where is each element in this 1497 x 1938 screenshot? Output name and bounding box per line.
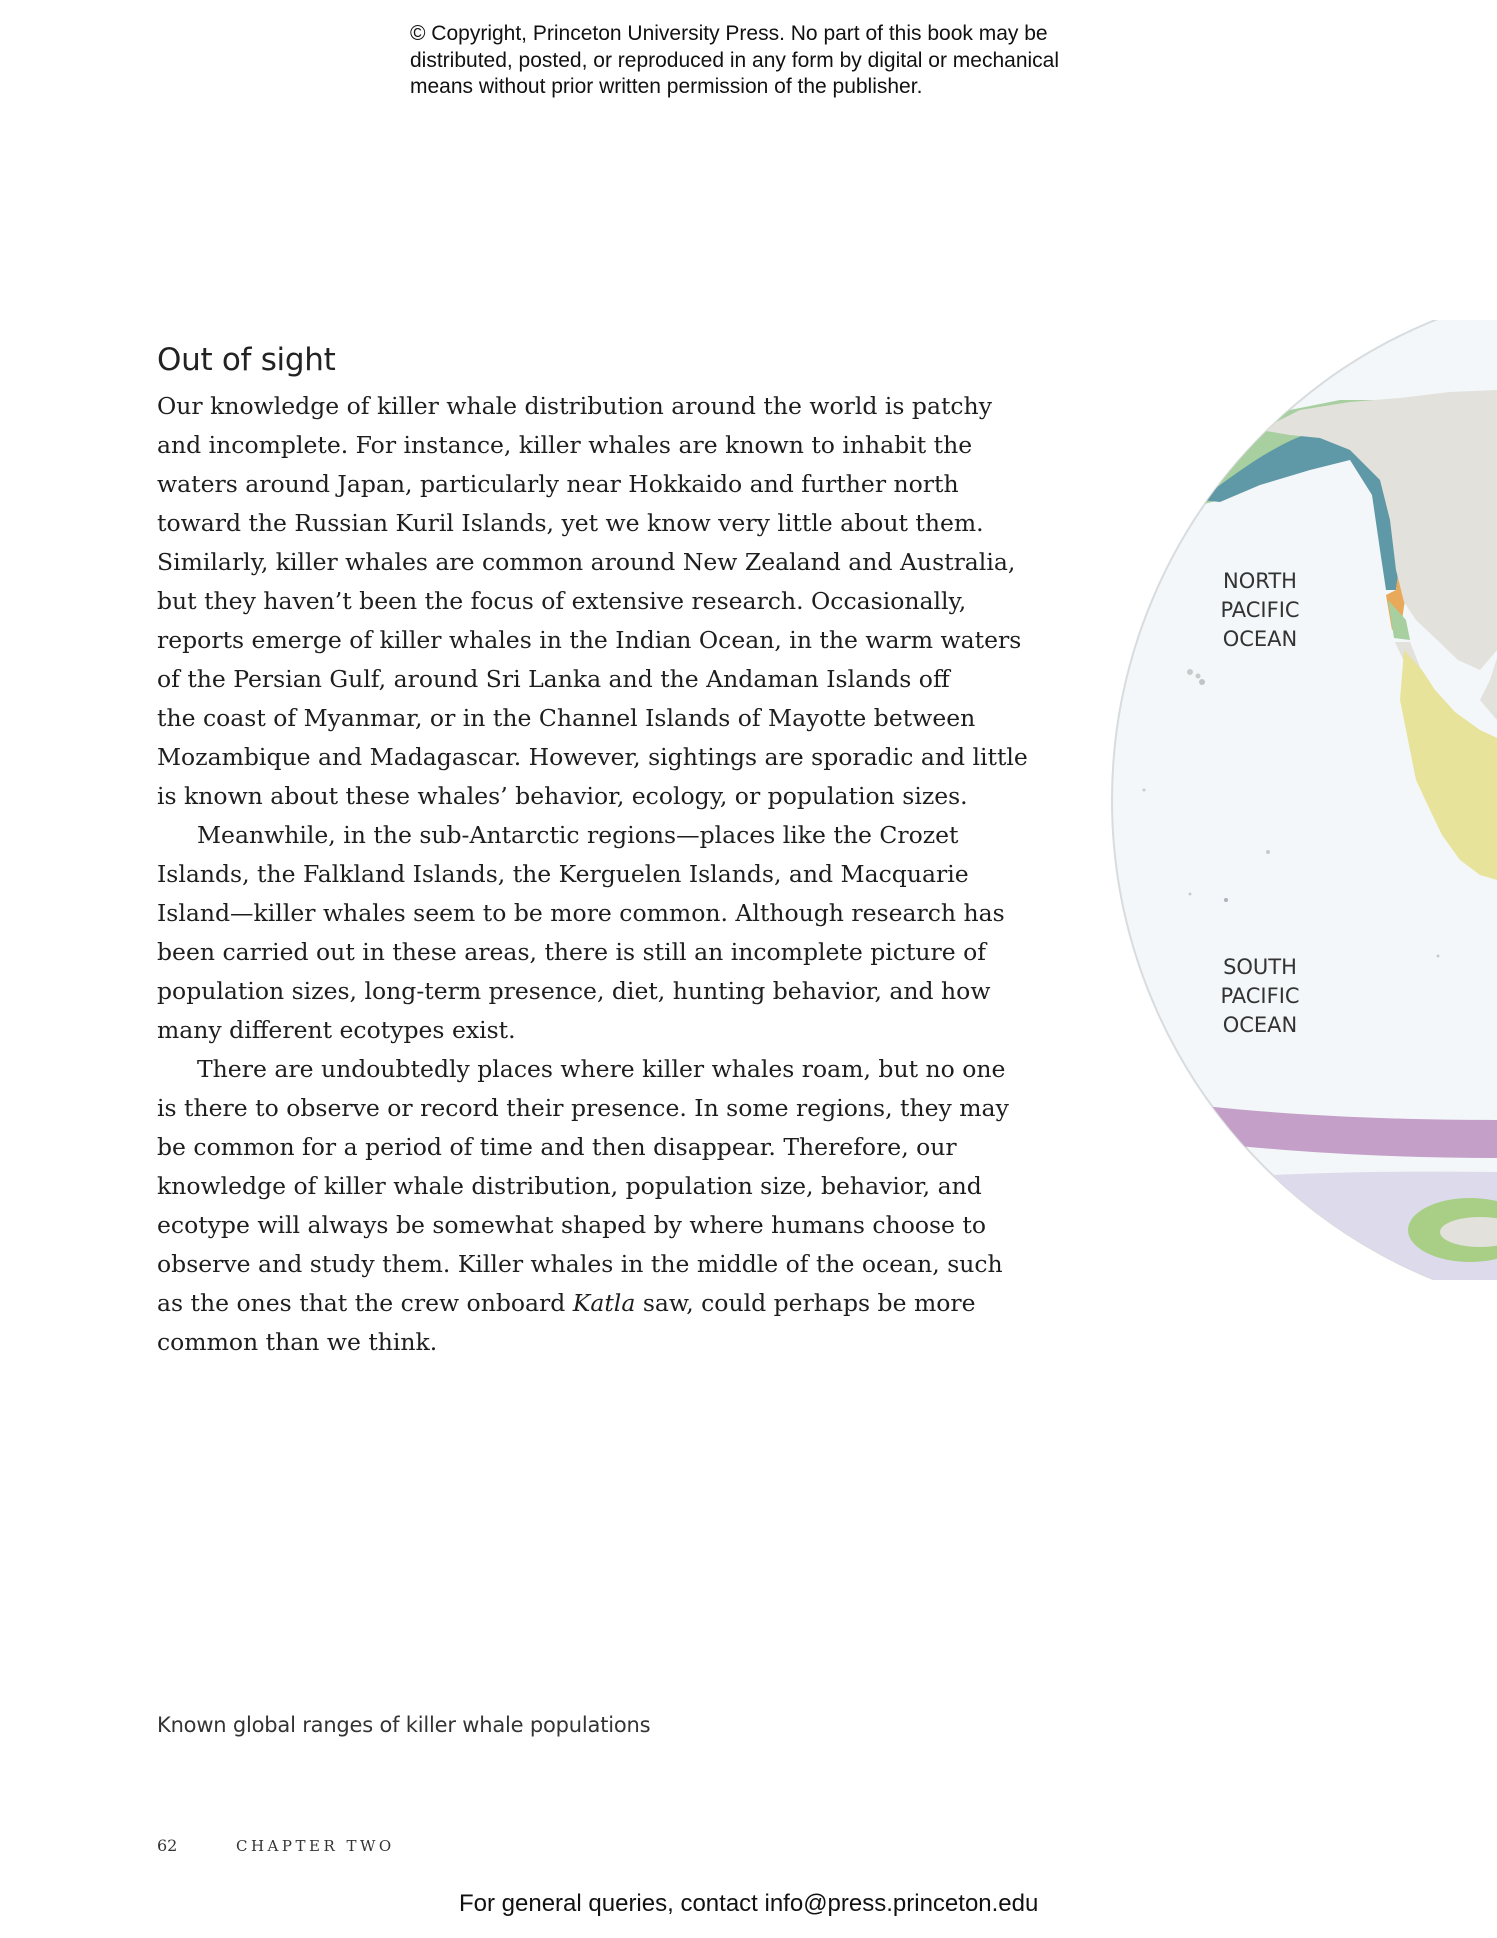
copyright-line: © Copyright, Princeton University Press. No part of this book may be xyxy=(410,22,1048,45)
text-run: saw, could perhaps be more xyxy=(635,1289,976,1317)
footer-contact: For general queries, contact info@press.princeton.edu xyxy=(459,1890,1039,1917)
paragraph xyxy=(157,816,1037,1050)
text-line: reports emerge of killer whales in the Indian Ocean, in the warm waters xyxy=(157,626,1022,654)
label-line: OCEAN xyxy=(1222,1013,1298,1037)
pacific-island xyxy=(1143,789,1146,792)
text-line: Islands, the Falkland Islands, the Kerguelen Islands, and Macquarie xyxy=(157,860,969,888)
pacific-island xyxy=(1224,898,1228,902)
text-line: many different ecotypes exist. xyxy=(157,1016,516,1044)
section-heading: Out of sight xyxy=(157,342,336,378)
text-line: Mozambique and Madagascar. However, sightings are sporadic and little xyxy=(157,743,1028,771)
text-line: Island—killer whales seem to be more common. Although research has xyxy=(157,899,1005,927)
pacific-island xyxy=(1189,893,1192,896)
pacific-island xyxy=(1266,850,1270,854)
text-line: is there to observe or record their presence. In some regions, they may xyxy=(157,1094,1009,1122)
text-line: There are undoubtedly places where killer whales roam, but no one xyxy=(197,1055,1006,1083)
text-line xyxy=(157,1284,1037,1323)
label-line: PACIFIC xyxy=(1220,598,1300,622)
pacific-island xyxy=(1165,1049,1168,1052)
text-line: observe and study them. Killer whales in the middle of the ocean, such xyxy=(157,1250,1003,1278)
text-line: knowledge of killer whale distribution, population size, behavior, and xyxy=(157,1172,982,1200)
label-line: PACIFIC xyxy=(1220,984,1300,1008)
text-line: been carried out in these areas, there is still an incomplete picture of xyxy=(157,938,987,966)
map-caption: Known global ranges of killer whale populations xyxy=(157,1713,651,1737)
text-line: is known about these whales’ behavior, ecology, or population sizes. xyxy=(157,782,968,810)
text-line: but they haven’t been the focus of extensive research. Occasionally, xyxy=(157,587,967,615)
label-line: NORTH xyxy=(1223,569,1297,593)
copyright-line: distributed, posted, or reproduced in any form by digital or mechanical xyxy=(410,48,1060,72)
pacific-island xyxy=(1437,955,1440,958)
page-number: 62 xyxy=(157,1836,178,1855)
south-pacific-label xyxy=(1180,953,1340,1040)
text-line: ecotype will always be somewhat shaped by where humans choose to xyxy=(157,1211,987,1239)
hawaii-island xyxy=(1199,679,1205,685)
text-run: as the ones that the crew onboard xyxy=(157,1289,573,1317)
globe-map xyxy=(1050,320,1497,1280)
north-pacific-label xyxy=(1180,567,1340,654)
label-line: OCEAN xyxy=(1222,627,1298,651)
copyright-notice xyxy=(410,21,1130,101)
text-line: toward the Russian Kuril Islands, yet we know very little about them. xyxy=(157,509,984,537)
hawaii-island xyxy=(1187,669,1193,675)
label-line: SOUTH xyxy=(1223,955,1297,979)
text-line: waters around Japan, particularly near Hokkaido and further north xyxy=(157,470,959,498)
text-line: Our knowledge of killer whale distribution around the world is patchy xyxy=(157,392,992,420)
paragraph xyxy=(157,1050,1037,1362)
hawaii-island xyxy=(1196,674,1201,679)
text-line: population sizes, long-term presence, diet, hunting behavior, and how xyxy=(157,977,991,1005)
body-text xyxy=(157,387,1037,1362)
text-line: common than we think. xyxy=(157,1328,438,1356)
text-line: Meanwhile, in the sub-Antarctic regions—places like the Crozet xyxy=(197,821,959,849)
killer-whale-range-map xyxy=(1050,320,1497,1280)
text-line: of the Persian Gulf, around Sri Lanka and the Andaman Islands off xyxy=(157,665,950,693)
running-head: CHAPTER TWO xyxy=(236,1837,395,1855)
ship-name: Katla xyxy=(572,1289,636,1317)
copyright-line: means without prior written permission of the publisher. xyxy=(410,75,923,98)
text-line: the coast of Myanmar, or in the Channel Islands of Mayotte between xyxy=(157,704,976,732)
text-line: Similarly, killer whales are common around New Zealand and Australia, xyxy=(157,548,1016,576)
paragraph xyxy=(157,387,1037,816)
pacific-island xyxy=(1108,878,1112,882)
text-line: and incomplete. For instance, killer whales are known to inhabit the xyxy=(157,431,973,459)
text-line: be common for a period of time and then disappear. Therefore, our xyxy=(157,1133,957,1161)
